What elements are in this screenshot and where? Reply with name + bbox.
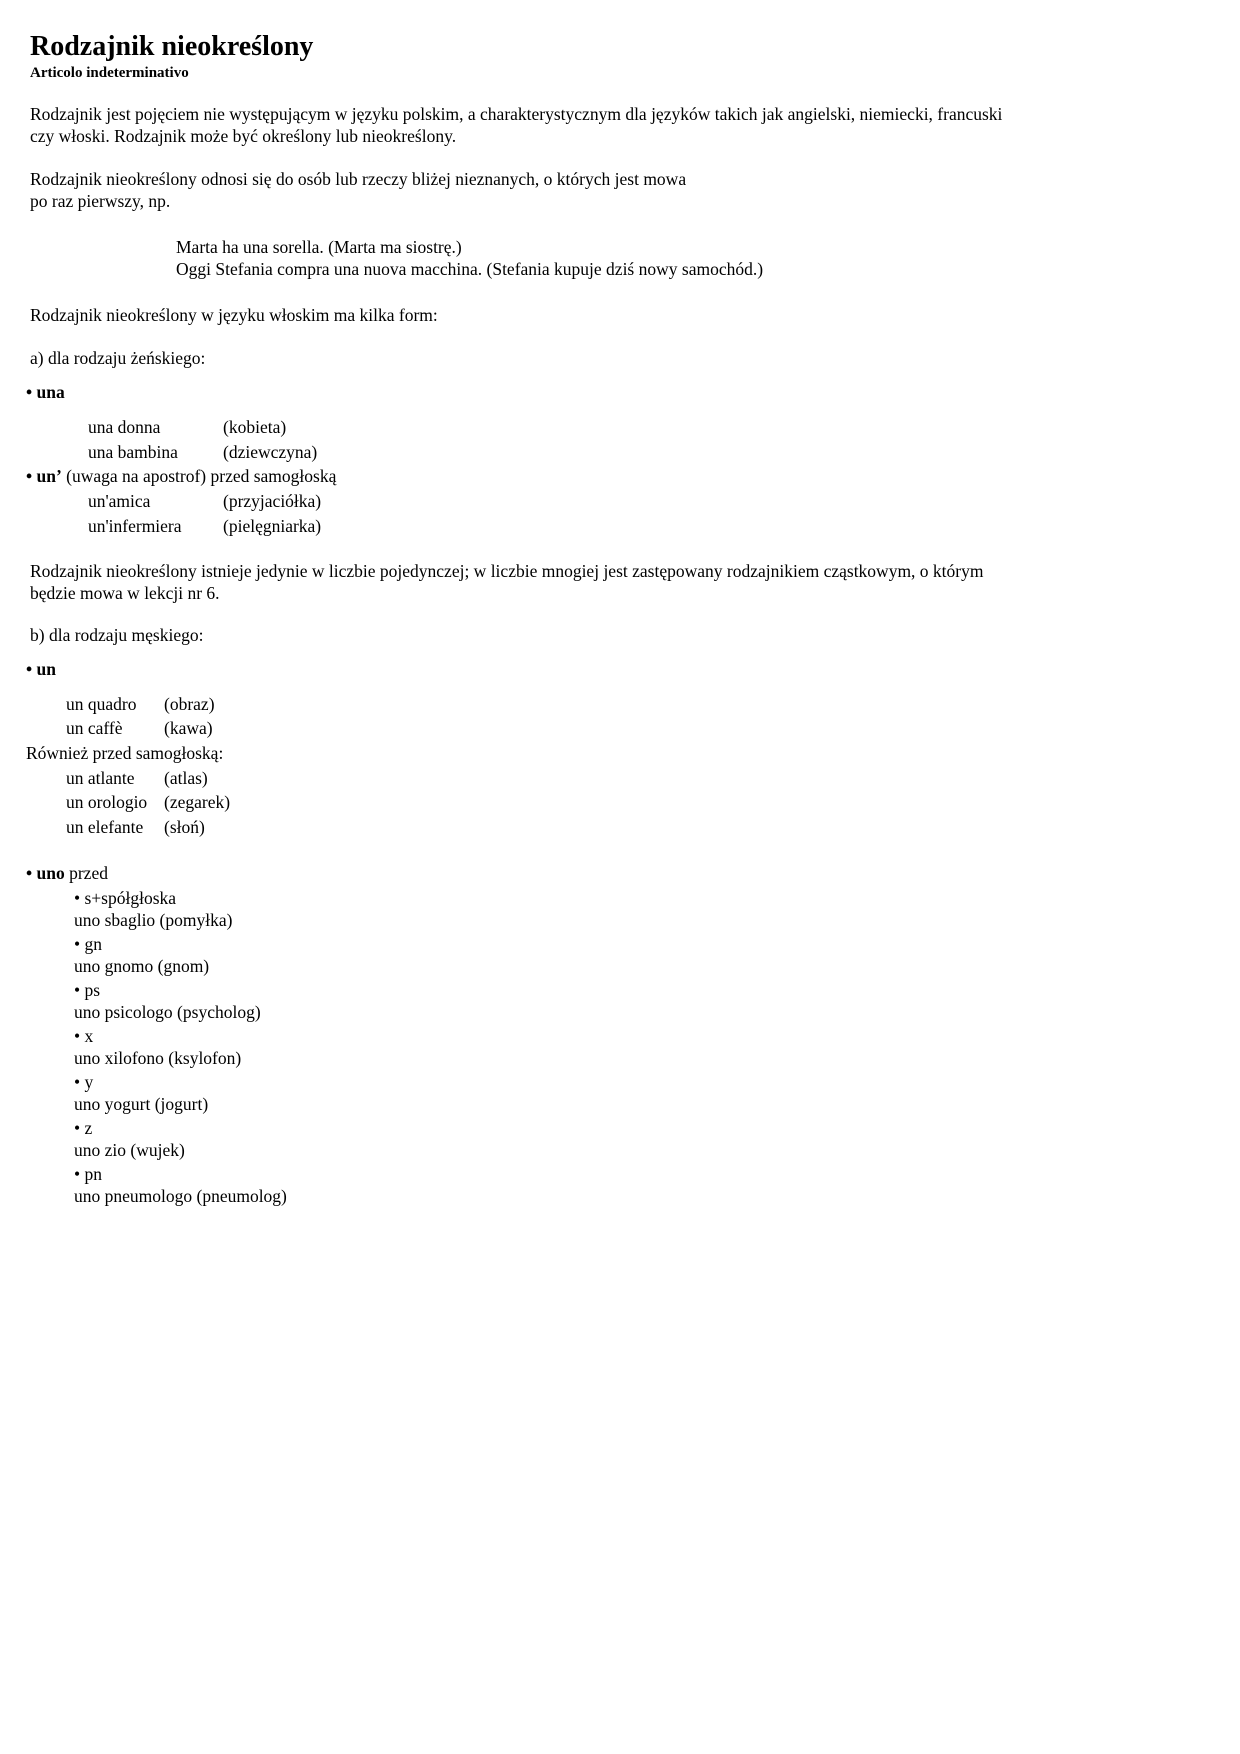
uno-example: uno zio (wujek) xyxy=(74,1140,185,1160)
plural-note-line: Rodzajnik nieokreślony istnieje jedynie w liczbie pojedynczej; w liczbie mnogiej jest zastępowany rodzajnikiem cząstkowym, o którym xyxy=(30,561,984,581)
example-sentence: Oggi Stefania compra una nuova macchina. (Stefania kupuje dziś nowy samochód.) xyxy=(176,259,764,279)
example-polish: (obraz) xyxy=(164,694,215,714)
page-title: Rodzajnik nieokreślony xyxy=(30,31,314,62)
definition-line: Rodzajnik nieokreślony odnosi się do osób lub rzeczy bliżej nieznanych, o których jest mowa xyxy=(30,169,687,189)
plural-note-line: będzie mowa w lekcji nr 6. xyxy=(30,583,220,603)
example-polish: (zegarek) xyxy=(164,792,231,812)
uno-example: uno yogurt (jogurt) xyxy=(74,1094,209,1114)
example-italian: un quadro xyxy=(66,694,137,714)
example-italian: una bambina xyxy=(88,442,178,462)
intro-line: czy włoski. Rodzajnik może być określony lub nieokreślony. xyxy=(30,126,457,146)
bullet-un-apostrophe-label: • un’ xyxy=(26,466,62,486)
uno-example: uno psicologo (psycholog) xyxy=(74,1002,261,1022)
definition-line: po raz pierwszy, np. xyxy=(30,191,171,211)
bullet-un: • un xyxy=(26,659,56,679)
bullet-una: • una xyxy=(26,382,65,402)
uno-rule: • ps xyxy=(74,980,101,1000)
uno-rule: • gn xyxy=(74,934,103,954)
example-italian: un'amica xyxy=(88,491,151,511)
feminine-heading: a) dla rodzaju żeńskiego: xyxy=(30,348,206,368)
example-italian: una donna xyxy=(88,417,161,437)
example-italian: un orologio xyxy=(66,792,148,812)
uno-rule: • z xyxy=(74,1118,93,1138)
example-italian: un atlante xyxy=(66,768,135,788)
example-polish: (kobieta) xyxy=(223,417,287,437)
example-sentence: Marta ha una sorella. (Marta ma siostrę.) xyxy=(176,237,462,257)
uno-example: uno xilofono (ksylofon) xyxy=(74,1048,242,1068)
example-italian: un'infermiera xyxy=(88,516,182,536)
bullet-uno-suffix: przed xyxy=(64,863,108,883)
intro-line: Rodzajnik jest pojęciem nie występującym w języku polskim, a charakterystycznym dla języków takich jak angielski, niemiecki, francuski xyxy=(30,104,1003,124)
uno-rule: • y xyxy=(74,1072,94,1092)
example-polish: (słoń) xyxy=(164,817,205,837)
uno-example: uno pneumologo (pneumolog) xyxy=(74,1186,287,1206)
bullet-uno xyxy=(26,862,108,884)
example-polish: (atlas) xyxy=(164,768,208,788)
bullet-uno-label: • uno xyxy=(26,863,65,883)
example-polish: (dziewczyna) xyxy=(223,442,318,462)
uno-rule: • s+spółgłoska xyxy=(74,888,177,908)
example-polish: (kawa) xyxy=(164,718,213,738)
uno-rule: • x xyxy=(74,1026,94,1046)
masculine-heading: b) dla rodzaju męskiego: xyxy=(30,625,204,645)
forms-intro: Rodzajnik nieokreślony w języku włoskim ma kilka form: xyxy=(30,305,438,325)
bullet-un-apostrophe xyxy=(26,465,336,487)
example-polish: (pielęgniarka) xyxy=(223,516,322,536)
vowel-label: Również przed samogłoską: xyxy=(26,743,224,763)
apostrophe-note: (uwaga na apostrof) przed samogłoską xyxy=(61,466,337,486)
page-subtitle: Articolo indeterminativo xyxy=(30,65,189,81)
uno-example: uno gnomo (gnom) xyxy=(74,956,210,976)
example-polish: (przyjaciółka) xyxy=(223,491,322,511)
example-italian: un elefante xyxy=(66,817,144,837)
uno-example: uno sbaglio (pomyłka) xyxy=(74,910,233,930)
example-italian: un caffè xyxy=(66,718,123,738)
uno-rule: • pn xyxy=(74,1164,103,1184)
